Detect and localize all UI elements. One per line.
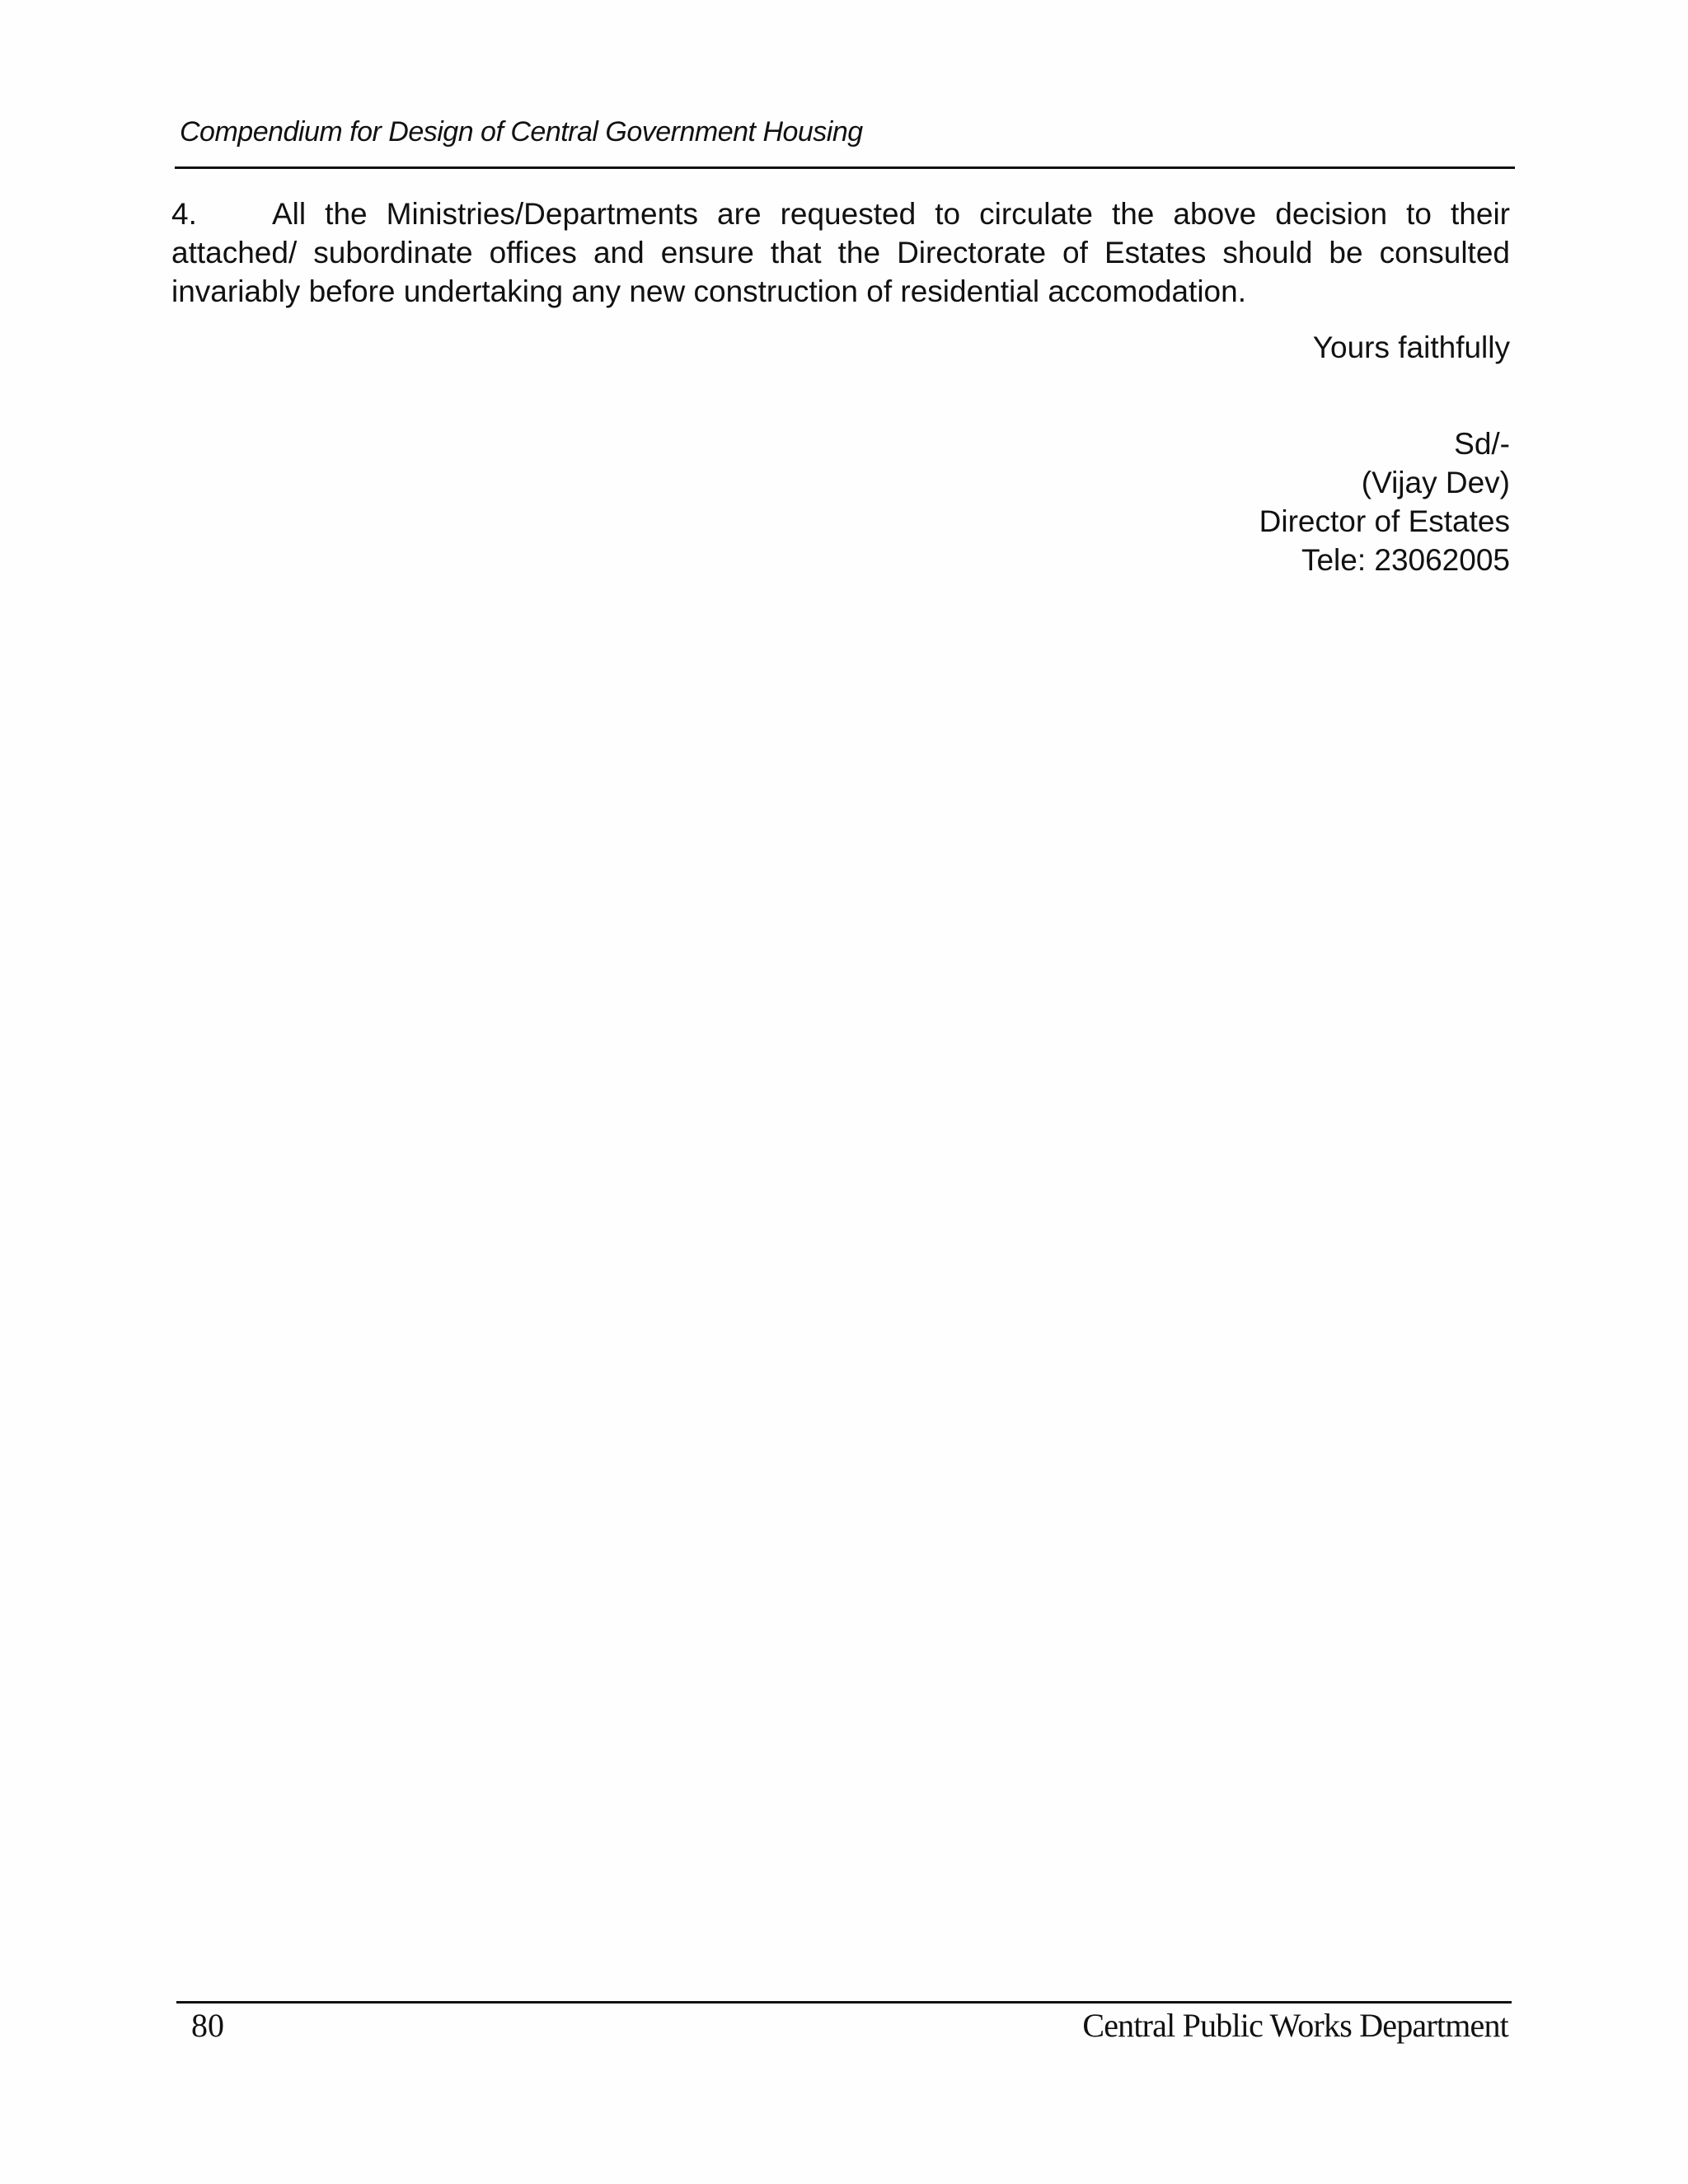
header-rule bbox=[175, 166, 1515, 169]
body-paragraph bbox=[171, 194, 1510, 311]
footer-rule bbox=[176, 2001, 1512, 2004]
signatory-designation: Director of Estates bbox=[1259, 504, 1510, 538]
paragraph-number: 4. bbox=[171, 197, 197, 231]
paragraph-text: All the Ministries/Departments are requested to circulate the above decision to their attached/ subordinate offices and ensure that the Directorate of Estates should be consulted invariably before undertaking any new construction of residential accomodation. bbox=[171, 197, 1510, 308]
signature-block bbox=[1259, 424, 1510, 579]
footer-organization: Central Public Works Department bbox=[1082, 2007, 1508, 2044]
signatory-name: (Vijay Dev) bbox=[1361, 466, 1510, 499]
running-header: Compendium for Design of Central Government Housing bbox=[180, 116, 863, 148]
signatory-telephone: Tele: 23062005 bbox=[1301, 543, 1510, 577]
signature-sd: Sd/- bbox=[1454, 427, 1510, 461]
closing-salutation: Yours faithfully bbox=[1312, 330, 1510, 364]
page-number: 80 bbox=[191, 2007, 224, 2044]
